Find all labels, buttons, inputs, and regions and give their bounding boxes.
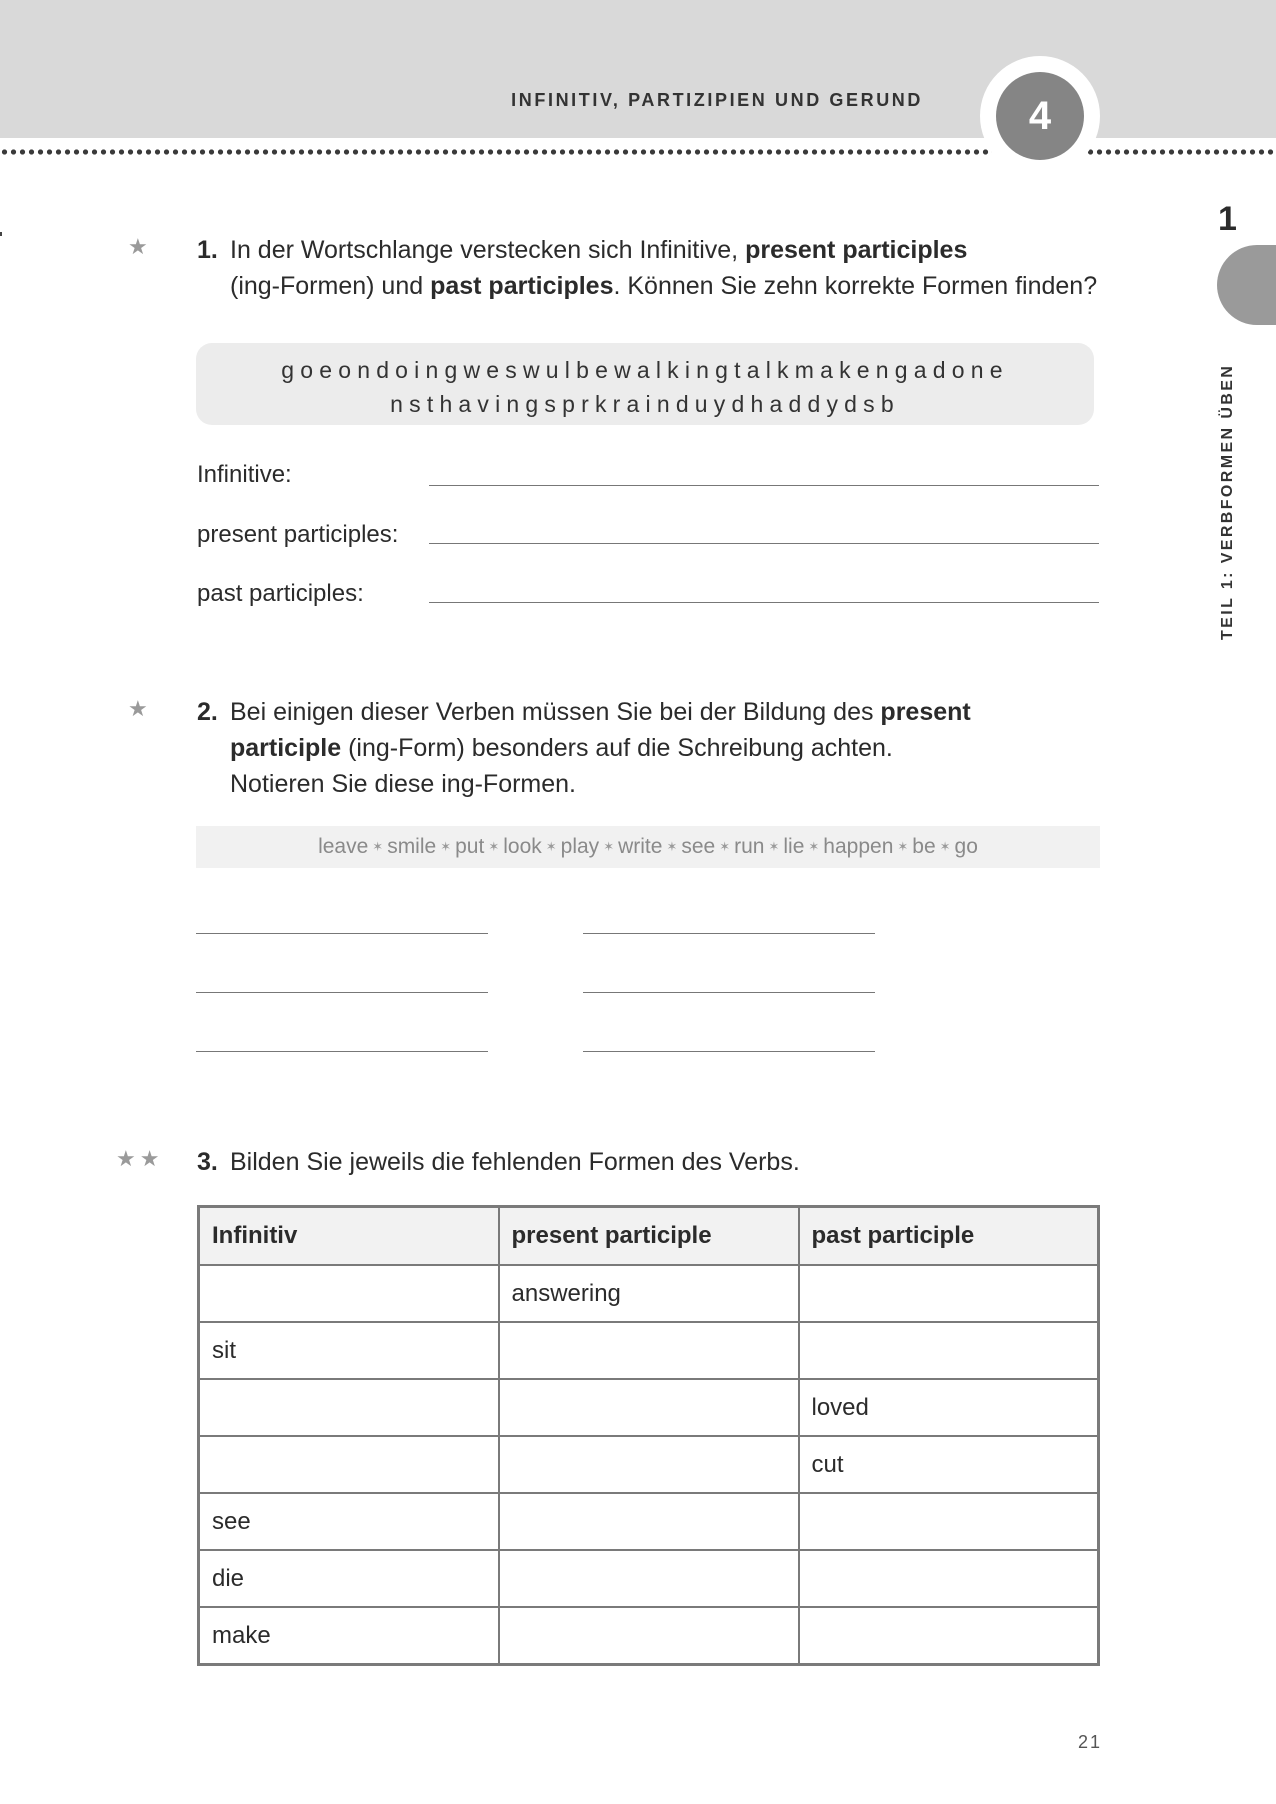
- word-snake-line-2: nsthavingsprkrainduydhaddydsb: [390, 391, 900, 417]
- answer-line-2-2[interactable]: [583, 933, 875, 934]
- task2-text-b: (ing-Form) besonders auf die Schreibung achten.: [341, 734, 893, 762]
- verb-word-bar: [196, 826, 1100, 868]
- difficulty-stars-task2: ★: [128, 696, 152, 721]
- separator-star-icon: ✶: [897, 839, 909, 854]
- label-present-participles: present participles:: [197, 521, 399, 548]
- table-cell[interactable]: make: [199, 1607, 499, 1665]
- table-row: [199, 1322, 1099, 1379]
- table-cell[interactable]: die: [199, 1550, 499, 1607]
- table-row: [199, 1607, 1099, 1665]
- dotted-rule-right: [1086, 148, 1276, 156]
- answer-line-2-5[interactable]: [196, 1051, 488, 1052]
- word-lie: lie: [783, 835, 805, 858]
- header-infinitiv: Infinitiv: [199, 1207, 499, 1266]
- task2-text-c: Notieren Sie diese ing-Formen.: [230, 770, 576, 798]
- word-go: go: [954, 835, 978, 858]
- table-cell[interactable]: [499, 1607, 799, 1665]
- task2-number: 2.: [197, 698, 218, 726]
- separator-star-icon: ✶: [488, 839, 500, 854]
- word-look: look: [503, 835, 542, 858]
- header-present-participle: present participle: [499, 1207, 799, 1266]
- word-run: run: [734, 835, 765, 858]
- task1-bold-b: past participles: [430, 272, 614, 300]
- label-infinitive: Infinitive:: [197, 461, 292, 488]
- table-cell[interactable]: loved: [799, 1379, 1099, 1436]
- task3-instruction: [197, 1144, 800, 1180]
- table-cell[interactable]: cut: [799, 1436, 1099, 1493]
- task2-instruction: [197, 694, 971, 802]
- word-happen: happen: [823, 835, 894, 858]
- table-header-row: [199, 1207, 1099, 1266]
- table-cell[interactable]: [799, 1493, 1099, 1550]
- answer-line-infinitive[interactable]: [429, 485, 1099, 486]
- table-cell[interactable]: [199, 1436, 499, 1493]
- margin-mark: [0, 232, 2, 236]
- table-cell[interactable]: answering: [499, 1265, 799, 1322]
- page-number: 21: [1078, 1732, 1103, 1752]
- separator-star-icon: ✶: [603, 839, 615, 854]
- separator-star-icon: ✶: [719, 839, 731, 854]
- table-row: [199, 1550, 1099, 1607]
- table-cell[interactable]: [499, 1322, 799, 1379]
- word-snake-box: [196, 343, 1094, 425]
- side-tab-marker: [1217, 245, 1276, 325]
- table-cell[interactable]: [499, 1436, 799, 1493]
- table-cell[interactable]: [799, 1607, 1099, 1665]
- word-write: write: [618, 835, 663, 858]
- task3-number: 3.: [197, 1148, 218, 1176]
- table-row: [199, 1436, 1099, 1493]
- task1-number: 1.: [197, 236, 218, 264]
- answer-line-present-participles[interactable]: [429, 543, 1099, 544]
- task2-bold-a: present: [880, 698, 971, 726]
- table-cell[interactable]: [499, 1550, 799, 1607]
- answer-line-past-participles[interactable]: [429, 602, 1099, 603]
- task2-text-a: Bei einigen dieser Verben müssen Sie bei der Bildung des: [230, 698, 881, 726]
- task2-bold-b: participle: [230, 734, 342, 762]
- word-see: see: [681, 835, 716, 858]
- answer-line-2-6[interactable]: [583, 1051, 875, 1052]
- table-row: [199, 1379, 1099, 1436]
- difficulty-stars-task1: ★: [128, 234, 152, 259]
- table-cell[interactable]: [799, 1550, 1099, 1607]
- table-cell[interactable]: [199, 1379, 499, 1436]
- answer-line-2-4[interactable]: [583, 992, 875, 993]
- answer-line-2-1[interactable]: [196, 933, 488, 934]
- word-smile: smile: [387, 835, 437, 858]
- word-play: play: [560, 835, 600, 858]
- part-number: 1: [1218, 200, 1237, 238]
- task1-instruction: [197, 232, 1097, 304]
- table-cell[interactable]: sit: [199, 1322, 499, 1379]
- chapter-title: INFINITIV, PARTIZIPIEN UND GERUND: [511, 90, 923, 110]
- label-past-participles: past participles:: [197, 580, 364, 607]
- table-cell[interactable]: see: [199, 1493, 499, 1550]
- table-row: [199, 1265, 1099, 1322]
- word-be: be: [912, 835, 936, 858]
- part-label: TEIL 1: VERBFORMEN ÜBEN: [1219, 363, 1236, 640]
- separator-star-icon: ✶: [939, 839, 951, 854]
- separator-star-icon: ✶: [768, 839, 780, 854]
- separator-star-icon: ✶: [372, 839, 384, 854]
- difficulty-stars-task3: ★★: [116, 1146, 164, 1171]
- task1-bold-a: present participles: [745, 236, 968, 264]
- word-put: put: [455, 835, 485, 858]
- task1-text-a: In der Wortschlange verstecken sich Infinitive,: [230, 236, 746, 264]
- table-cell[interactable]: [199, 1265, 499, 1322]
- verb-forms-table: [197, 1205, 1100, 1666]
- answer-line-2-3[interactable]: [196, 992, 488, 993]
- table-row: [199, 1493, 1099, 1550]
- table-cell[interactable]: [499, 1493, 799, 1550]
- header-past-participle: past participle: [799, 1207, 1099, 1266]
- task1-text-c: . Können Sie zehn korrekte Formen finden?: [613, 272, 1098, 300]
- separator-star-icon: ✶: [666, 839, 678, 854]
- separator-star-icon: ✶: [440, 839, 452, 854]
- chapter-number-badge: 4: [996, 72, 1084, 160]
- table-cell[interactable]: [799, 1322, 1099, 1379]
- task3-text: Bilden Sie jeweils die fehlenden Formen des Verbs.: [230, 1148, 800, 1176]
- table-cell[interactable]: [499, 1379, 799, 1436]
- word-leave: leave: [318, 835, 369, 858]
- word-snake-line-1: goeondoingweswulbewalkingtalkmakengadone: [281, 357, 1009, 383]
- separator-star-icon: ✶: [545, 839, 557, 854]
- separator-star-icon: ✶: [808, 839, 820, 854]
- dotted-rule-left: [0, 148, 992, 156]
- table-cell[interactable]: [799, 1265, 1099, 1322]
- task1-text-b: (ing-Formen) und: [230, 272, 431, 300]
